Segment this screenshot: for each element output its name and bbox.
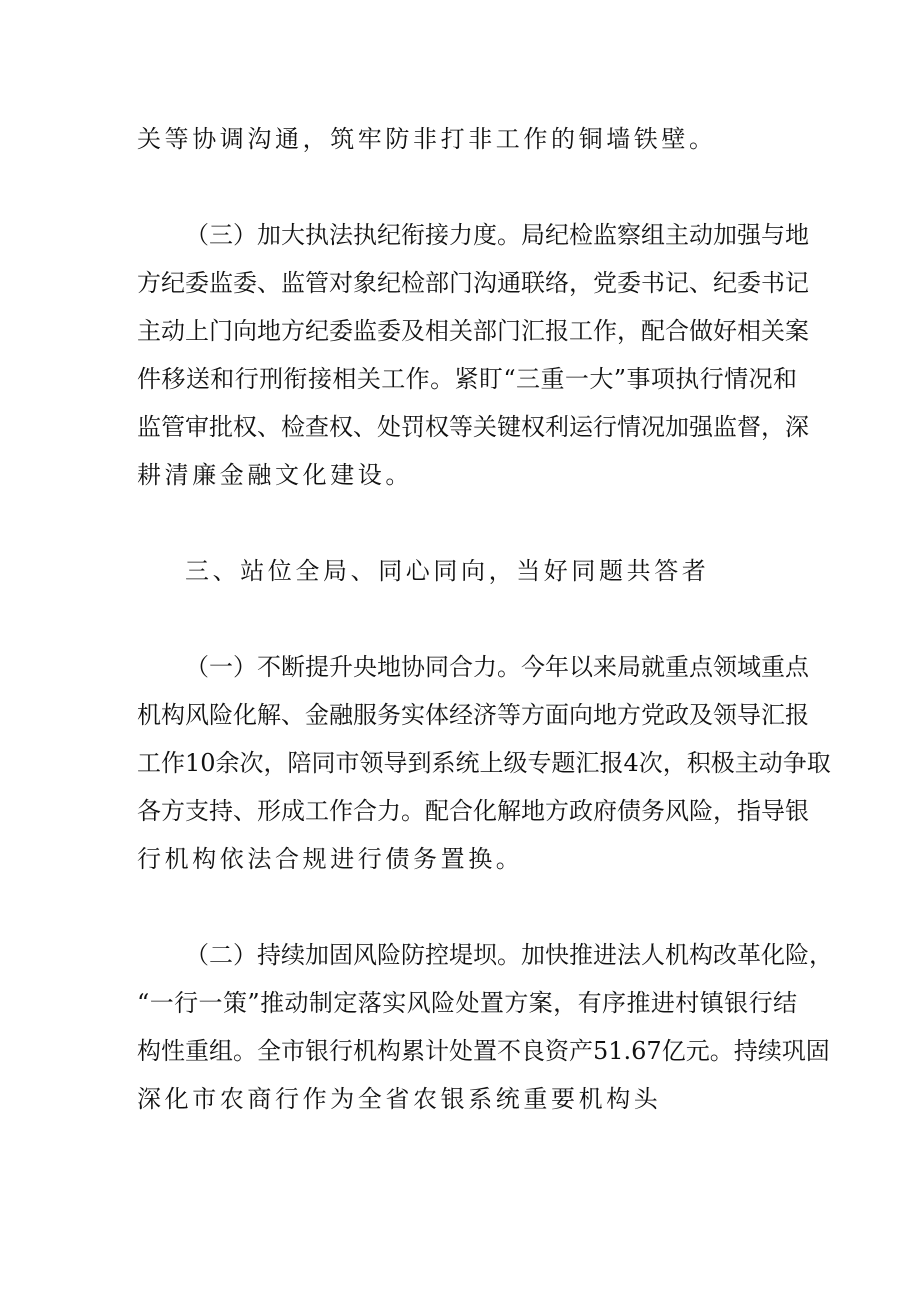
paragraph-line: 主动上门向地方纪委监委及相关部门汇报工作，配合做好相关案	[137, 317, 809, 345]
paragraph-line: 工作10余次，陪同市领导到系统上级专题汇报4次，积极主动争取	[137, 749, 831, 777]
paragraph-line: 行机构依法合规进行债务置换。	[137, 845, 524, 873]
paragraph-line: 耕清廉金融文化建设。	[137, 461, 413, 489]
paragraph-line: （三）加大执法执纪衔接力度。局纪检监察组主动加强与地	[185, 221, 809, 249]
paragraph-line: （一）不断提升央地协同合力。今年以来局就重点领域重点	[185, 653, 809, 681]
paragraph-line: 方纪委监委、监管对象纪检部门沟通联络，党委书记、纪委书记	[137, 269, 809, 297]
paragraph-line: （二）持续加固风险防控堤坝。加快推进法人机构改革化险，	[185, 941, 833, 969]
paragraph-line: 监管审批权、检查权、处罚权等关键权利运行情况加强监督，深	[137, 413, 809, 441]
paragraph-line: 各方支持、形成工作合力。配合化解地方政府债务风险，指导银	[137, 797, 809, 825]
paragraph-line: “一行一策”推动制定落实风险处置方案，有序推进村镇银行结	[137, 989, 797, 1017]
paragraph-line: 构性重组。全市银行机构累计处置不良资产51.67亿元。持续巩固	[137, 1037, 830, 1065]
section-heading: 三、站位全局、同心同向，当好同题共答者	[185, 557, 710, 585]
paragraph-line: 关等协调沟通，筑牢防非打非工作的铜墙铁壁。	[137, 125, 717, 153]
paragraph-line: 深化市农商行作为全省农银系统重要机构头	[137, 1085, 662, 1113]
paragraph-line: 机构风险化解、金融服务实体经济等方面向地方党政及领导汇报	[137, 701, 809, 729]
paragraph-line: 件移送和行刑衔接相关工作。紧盯“三重一大”事项执行情况和	[137, 365, 797, 393]
